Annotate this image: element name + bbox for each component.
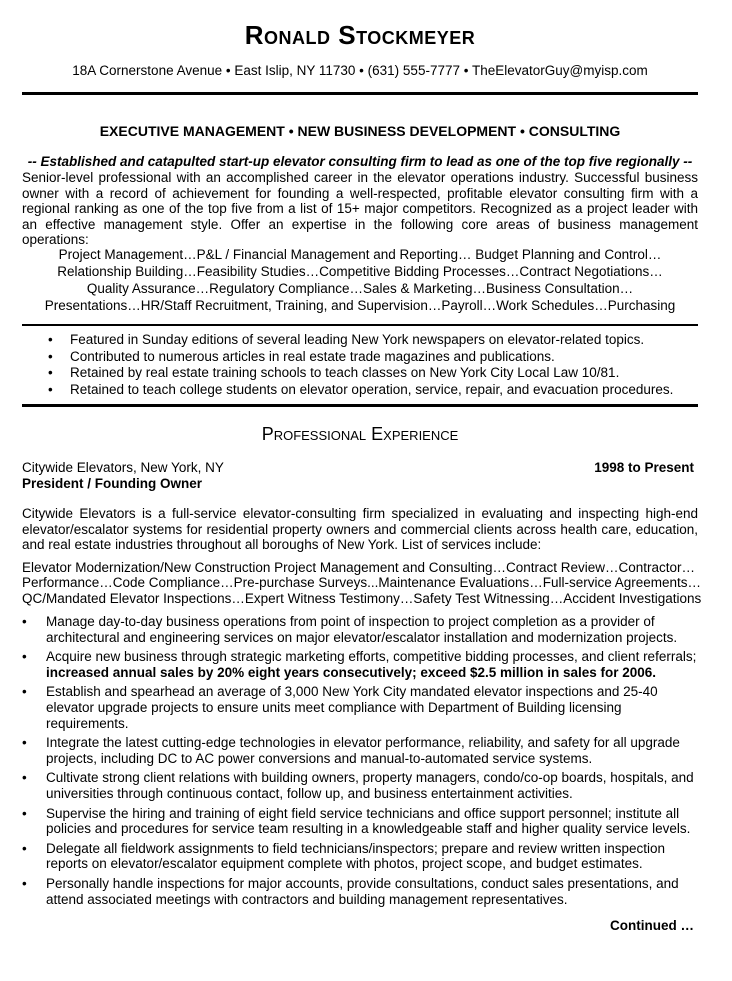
core-line: Project Management…P&L / Financial Management and Reporting… Budget Planning and Control… <box>58 247 662 262</box>
core-line: Quality Assurance…Regulatory Compliance…Sales & Marketing…Business Consultation… <box>86 281 634 296</box>
services-line: Elevator Modernization/New Construction Project Management and Consulting…Contract Review…Contractor… <box>22 560 696 575</box>
list-item: • Retained by real estate training schools to teach classes on New York City Local Law 10/81. <box>22 365 698 382</box>
section-divider <box>22 404 698 407</box>
list-item: • Supervise the hiring and training of eight field service technicians and office support personnel; institute all policies and procedures for service team resulting in a knowledgeable staff and higher quality service levels. <box>22 806 698 837</box>
core-competencies <box>22 246 698 314</box>
job-description: Citywide Elevators is a full-service elevator-consulting firm specialized in evaluating and inspecting high-end elevator/escalator systems for residential property owners and commercial clients across health care, education, and real estate industries throughout all boroughs of New York. List of services include: <box>22 506 698 553</box>
core-line: Presentations…HR/Staff Recruitment, Training, and Supervision…Payroll…Work Schedules…Purchasing <box>44 298 676 313</box>
list-item: • Establish and spearhead an average of 3,000 New York City mandated elevator inspections and 25-40 elevator upgrade projects to ensure units meet compliance with Department of Building licensing requirements. <box>22 684 698 731</box>
list-item: • Featured in Sunday editions of several leading New York newspapers on elevator-related topics. <box>22 332 698 349</box>
job-title: President / Founding Owner <box>22 476 203 491</box>
services-line: Performance…Code Compliance…Pre-purchase Surveys...Maintenance Evaluations…Full-service Agreements… <box>22 575 702 591</box>
core-line: Relationship Building…Feasibility Studies…Competitive Bidding Processes…Contract Negotiations… <box>57 264 663 279</box>
employer-name: Citywide Elevators, New York, NY <box>22 460 224 475</box>
services-list <box>22 560 712 606</box>
summary-tagline: -- Established and catapulted start-up elevator consulting firm to lead as one of the top five regionally -- <box>27 154 693 169</box>
list-item: • Contributed to numerous articles in real estate trade magazines and publications. <box>22 349 698 366</box>
header-divider <box>22 92 698 95</box>
services-line: QC/Mandated Elevator Inspections…Expert Witness Testimony…Safety Test Witnessing…Accident Investigations <box>22 590 702 606</box>
list-item: • Personally handle inspections for major accounts, provide consultations, conduct sales presentations, and attend associated meetings with contractors and building management representatives. <box>22 876 698 907</box>
list-item: • Acquire new business through strategic marketing efforts, competitive bidding processes, and client referrals; increased annual sales by 20% eight years consecutively; exceed $2.5 million in sales for 2006. <box>22 649 698 680</box>
continued-note: Continued … <box>610 918 694 933</box>
contact-info: 18A Cornerstone Avenue • East Islip, NY 11730 • (631) 555-7777 • TheElevatorGuy@myisp.com <box>72 63 648 78</box>
list-item: • Manage day-to-day business operations from point of inspection to project completion as a provider of architectural and engineering services on major elevator/escalator installation and modernization projects. <box>22 614 698 645</box>
candidate-name: Ronald Stockmeyer <box>244 20 476 50</box>
list-item: • Cultivate strong client relations with building owners, property managers, condo/co-op boards, hospitals, and universities through continuous contact, follow up, and business entertainment activities. <box>22 770 698 801</box>
section-divider <box>22 324 698 326</box>
list-item: • Delegate all fieldwork assignments to field technicians/inspectors; prepare and review written inspection reports on elevator/escalator equipment complete with photos, project scope, and budget estimates. <box>22 841 698 872</box>
summary-text: Senior-level professional with an accomplished career in the elevator operations industry. Successful business owner with a record of achievement for founding a well-respected, profitable elevator consulting firm with a regional ranking as one of the top five from a list of 15+ major competitors. Recognized as a project leader with an effective management style. Offer an expertise in the following core areas of business management operations: <box>22 170 698 248</box>
list-item: • Integrate the latest cutting-edge technologies in elevator performance, reliability, and safety for all upgrade projects, including DC to AC power conversions and manual-to-automated service systems. <box>22 735 698 766</box>
list-item: • Retained to teach college students on elevator operation, service, repair, and evacuation procedures. <box>22 382 698 399</box>
achievement-highlight: increased annual sales by 20% eight years consecutively; exceed $2.5 million in sales for 2006. <box>46 664 657 680</box>
section-title: Professional Experience <box>261 424 459 444</box>
duties-list <box>22 614 698 907</box>
employment-dates: 1998 to Present <box>594 460 694 475</box>
summary-headline: EXECUTIVE MANAGEMENT • NEW BUSINESS DEVELOPMENT • CONSULTING <box>99 123 621 139</box>
highlights-list <box>22 332 698 398</box>
